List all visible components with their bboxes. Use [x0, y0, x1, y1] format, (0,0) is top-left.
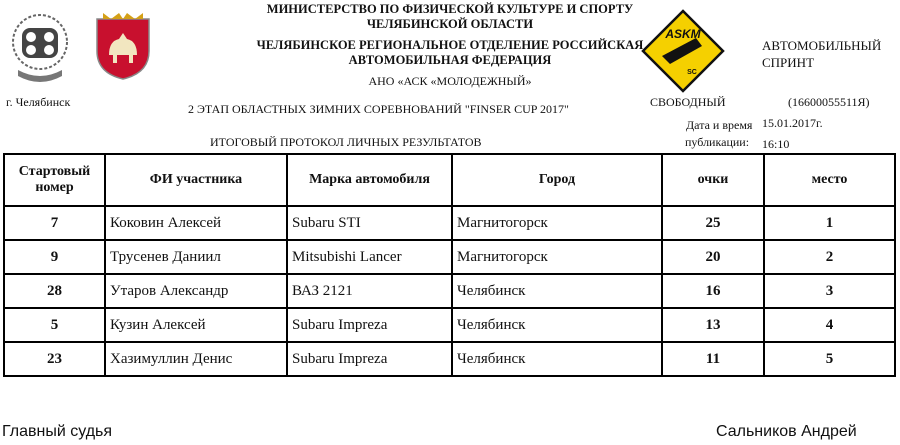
datetime-label-2: публикации: [685, 135, 750, 149]
discipline-line-2: СПРИНТ [762, 55, 815, 70]
participant-name: Трусенев Даниил [105, 240, 287, 274]
event-title: 2 ЭТАП ОБЛАСТНЫХ ЗИМНИХ СОРЕВНОВАНИЙ "FINSER CUP 2017" [188, 102, 569, 116]
organizer: АНО «АСК «МОЛОДЕЖНЫЙ» [368, 74, 532, 88]
participant-name: Кузин Алексей [105, 308, 287, 342]
city: Магнитогорск [452, 206, 662, 240]
publication-date: 15.01.2017г. [762, 116, 823, 130]
points: 16 [662, 274, 764, 308]
col-header-participant: ФИ участника [105, 154, 287, 206]
participant-name: Утаров Александр [105, 274, 287, 308]
table-row [4, 342, 895, 376]
place: 5 [764, 342, 895, 376]
points: 20 [662, 240, 764, 274]
city: Челябинск [452, 308, 662, 342]
place: 3 [764, 274, 895, 308]
place: 1 [764, 206, 895, 240]
car-model: Subaru Impreza [287, 342, 452, 376]
city: Челябинск [452, 342, 662, 376]
col-header-place: место [764, 154, 895, 206]
start-number: 7 [4, 206, 105, 240]
table-row [4, 308, 895, 342]
city: Магнитогорск [452, 240, 662, 274]
car-model: Mitsubishi Lancer [287, 240, 452, 274]
table-row [4, 206, 895, 240]
ministry-emblem-icon [8, 12, 72, 90]
col-header-points: очки [662, 154, 764, 206]
place: 4 [764, 308, 895, 342]
place: 2 [764, 240, 895, 274]
points: 25 [662, 206, 764, 240]
ask-logo-icon [640, 8, 726, 94]
federation-line-2: АВТОМОБИЛЬНАЯ ФЕДЕРАЦИЯ [348, 53, 552, 67]
table-row [4, 274, 895, 308]
ask-logo-text: ASKM [665, 27, 701, 41]
car-model: Subaru Impreza [287, 308, 452, 342]
start-number: 28 [4, 274, 105, 308]
class-name: СВОБОДНЫЙ [650, 95, 726, 109]
car-model: Subaru STI [287, 206, 452, 240]
protocol-title: ИТОГОВЫЙ ПРОТОКОЛ ЛИЧНЫХ РЕЗУЛЬТАТОВ [210, 135, 482, 149]
start-number: 9 [4, 240, 105, 274]
participant-name: Коковин Алексей [105, 206, 287, 240]
city: г. Челябинск [6, 95, 71, 109]
event-code: (16600055511Я) [788, 95, 870, 109]
start-number: 5 [4, 308, 105, 342]
chief-judge-name: Сальников Андрей [716, 423, 857, 440]
discipline-line-1: АВТОМОБИЛЬНЫЙ [762, 38, 882, 53]
col-header-car: Марка автомобиля [287, 154, 452, 206]
table-header-row [4, 154, 895, 206]
ask-logo-small: SC [687, 69, 697, 76]
chief-judge-label: Главный судья [2, 423, 113, 440]
points: 13 [662, 308, 764, 342]
ministry-line-2: ЧЕЛЯБИНСКОЙ ОБЛАСТИ [366, 17, 534, 31]
participant-name: Хазимуллин Денис [105, 342, 287, 376]
car-model: ВАЗ 2121 [287, 274, 452, 308]
city: Челябинск [452, 274, 662, 308]
col-header-start-number: Стартовый номер [4, 154, 105, 206]
coat-of-arms-icon [93, 11, 153, 81]
table-row [4, 240, 895, 274]
datetime-label-1: Дата и время [686, 118, 753, 132]
start-number: 23 [4, 342, 105, 376]
col-header-city: Город [452, 154, 662, 206]
ministry-line-1: МИНИСТЕРСТВО ПО ФИЗИЧЕСКОЙ КУЛЬТУРЕ И СПОРТУ [266, 2, 634, 16]
federation-line-1: ЧЕЛЯБИНСКОЕ РЕГИОНАЛЬНОЕ ОТДЕЛЕНИЕ РОССИЙСКАЯ [256, 38, 644, 52]
results-table [3, 153, 896, 377]
publication-time: 16:10 [762, 137, 790, 151]
points: 11 [662, 342, 764, 376]
